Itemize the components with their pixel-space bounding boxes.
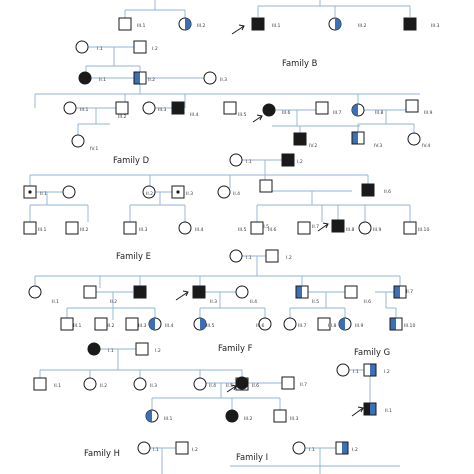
individual-label: IV.4 [422,144,431,149]
individual-label: III.2 [118,115,127,120]
individual-label: IV.2 [309,144,318,149]
individual-label: I.2 [297,160,303,165]
female-unaffected-symbol [194,378,206,390]
individual-label: II.1 [52,300,60,305]
individual-label: II.5 [226,384,234,389]
individual-label: III.4 [190,113,199,118]
female-carrier-half-fill [335,18,341,30]
male-unaffected-symbol [134,41,146,53]
individuals [24,18,420,454]
individual-label: I.1 [246,160,252,165]
male-carrier-half-fill [370,403,376,415]
male-unaffected-symbol [124,222,136,234]
male-carrier-half-fill [394,286,400,298]
individual-label: III.6 [282,111,291,116]
male-unaffected-symbol [61,318,73,330]
individual-label: II.4 [209,384,217,389]
male-affected-symbol [172,102,184,114]
male-carrier-half-fill [342,442,348,454]
individual-label: II.6 [384,190,392,195]
female-unaffected-symbol [29,286,41,298]
male-unaffected-symbol [66,222,78,234]
individual-label: II.1 [385,409,393,414]
individual-label: III.8 [375,111,384,116]
individual-label: II.5 [262,225,270,230]
individual-label: III.2 [80,228,89,233]
individual-label: III.4 [195,228,204,233]
female-unaffected-symbol [179,222,191,234]
individual-label: I.1 [309,448,315,453]
male-affected-symbol [252,18,264,30]
female-unaffected-symbol [63,186,75,198]
individual-label: III.2 [244,417,253,422]
female-affected-symbol [236,377,248,389]
individual-label: II.7 [300,383,308,388]
individual-label: II.4 [233,192,241,197]
female-unaffected-symbol [138,442,150,454]
male-carrier-half-fill [390,318,396,330]
individual-label: I.2 [286,256,292,261]
male-carrier-half-fill [370,364,376,376]
individual-label: III.6 [268,228,277,233]
individual-label: IV.1 [90,147,99,152]
individual-label: I.1 [153,448,159,453]
female-carrier-half-fill [146,410,152,422]
male-affected-symbol [294,133,306,145]
family-label: Family D [113,155,150,165]
female-affected-symbol [263,104,275,116]
individual-label: II.3 [220,78,228,83]
individual-label: III.10 [404,324,416,329]
carrier-dot [176,190,179,193]
female-unaffected-symbol [359,222,371,234]
male-affected-half-fill [364,403,370,415]
individual-label: III.2 [197,24,206,29]
individual-label: III.9 [355,324,364,329]
family-label: Family B [282,58,318,68]
male-unaffected-symbol [406,100,418,112]
female-unaffected-symbol [76,41,88,53]
female-carrier-half-fill [185,18,191,30]
male-unaffected-symbol [316,102,328,114]
individual-label: I.1 [246,256,252,261]
male-unaffected-symbol [224,102,236,114]
male-affected-symbol [332,220,344,232]
individual-label: I.2 [384,370,390,375]
individual-label: II.1 [40,192,48,197]
female-carrier-half-fill [352,104,358,116]
individual-label: II.2 [110,300,118,305]
male-unaffected-symbol [116,102,128,114]
female-unaffected-symbol [230,250,242,262]
individual-label: I.1 [97,47,103,52]
female-unaffected-symbol [337,364,349,376]
individual-label: II.2 [100,384,108,389]
individual-label: III.7 [298,324,307,329]
individual-label: I.2 [152,47,158,52]
individual-label: I.1 [108,349,114,354]
individual-label: II.5 [312,300,320,305]
male-carrier-half-fill [352,132,358,144]
male-affected-symbol [134,286,146,298]
individual-label: III.1 [38,228,47,233]
male-unaffected-symbol [266,250,278,262]
individual-label: II.2 [146,192,154,197]
individual-label: III.1 [80,108,89,113]
male-affected-symbol [193,286,205,298]
individual-label: II.3 [186,192,194,197]
individual-label: III.5 [206,324,215,329]
female-affected-symbol [79,72,91,84]
female-unaffected-symbol [72,135,84,147]
male-unaffected-symbol [274,410,286,422]
female-affected-symbol [88,343,100,355]
male-affected-symbol [362,184,374,196]
individual-label: III.1 [164,417,173,422]
male-carrier-half-fill [134,72,140,84]
female-affected-symbol [226,410,238,422]
male-affected-symbol [404,18,416,30]
family-label: Family H [84,448,120,458]
individual-label: II.7 [312,225,320,230]
male-unaffected-symbol [176,442,188,454]
female-unaffected-symbol [293,442,305,454]
family-label: Family E [116,251,151,261]
individual-label: III.5 [238,113,247,118]
individual-label: II.4 [250,300,258,305]
carrier-dot [28,190,31,193]
individual-label: II.3 [210,300,218,305]
individual-label: II.7 [406,290,414,295]
male-unaffected-symbol [404,222,416,234]
individual-label: III.4 [165,324,174,329]
individual-label: III.7 [333,111,342,116]
individual-label: I.2 [192,448,198,453]
male-unaffected-symbol [126,318,138,330]
individual-label: III.2 [358,24,367,29]
connection-lines [30,0,420,474]
individual-label: III.2 [106,324,115,329]
individual-label: III.3 [290,417,299,422]
individual-label: II.6 [252,384,260,389]
male-unaffected-symbol [282,377,294,389]
female-unaffected-symbol [204,72,216,84]
female-carrier-half-fill [149,318,155,330]
female-unaffected-symbol [84,378,96,390]
male-unaffected-symbol [260,180,272,192]
family-label: Family G [354,347,391,357]
individual-label: II.2 [148,78,156,83]
female-carrier-half-fill [339,318,345,330]
individual-label: I.2 [352,448,358,453]
individual-label: III.6 [256,324,265,329]
individual-label: III.5 [238,228,247,233]
individual-label: III.3 [138,324,147,329]
male-unaffected-symbol [24,222,36,234]
individual-label: II.3 [150,384,158,389]
individual-label: III.9 [373,228,382,233]
individual-label: III.8 [328,324,337,329]
female-unaffected-symbol [143,102,155,114]
individual-label: III.3 [139,228,148,233]
individual-label: III.10 [418,228,430,233]
female-unaffected-symbol [64,102,76,114]
individual-label: II.6 [364,300,372,305]
individual-label: III.3 [431,24,440,29]
female-unaffected-symbol [134,378,146,390]
male-unaffected-symbol [34,378,46,390]
family-label: Family F [218,343,253,353]
male-unaffected-symbol [345,286,357,298]
male-unaffected-symbol [84,286,96,298]
individual-label: III.9 [424,111,433,116]
female-unaffected-symbol [284,318,296,330]
family-label: Family I [236,452,269,462]
female-unaffected-symbol [408,133,420,145]
female-unaffected-symbol [218,186,230,198]
individual-label: III.1 [137,24,146,29]
individual-label: III.1 [73,324,82,329]
individual-label: II.1 [54,384,62,389]
female-unaffected-symbol [236,286,248,298]
individual-label: I.1 [353,370,359,375]
male-unaffected-symbol [136,343,148,355]
male-unaffected-symbol [119,18,131,30]
male-carrier-half-fill [296,286,302,298]
individual-label: III.8 [346,228,355,233]
individual-label: IV.3 [374,144,383,149]
individual-label: I.2 [155,349,161,354]
male-affected-symbol [282,154,294,166]
individual-label: III.3 [158,108,167,113]
individual-label: III.1 [272,24,281,29]
female-unaffected-symbol [230,154,242,166]
individual-label: II.1 [99,78,107,83]
male-unaffected-symbol [298,222,310,234]
